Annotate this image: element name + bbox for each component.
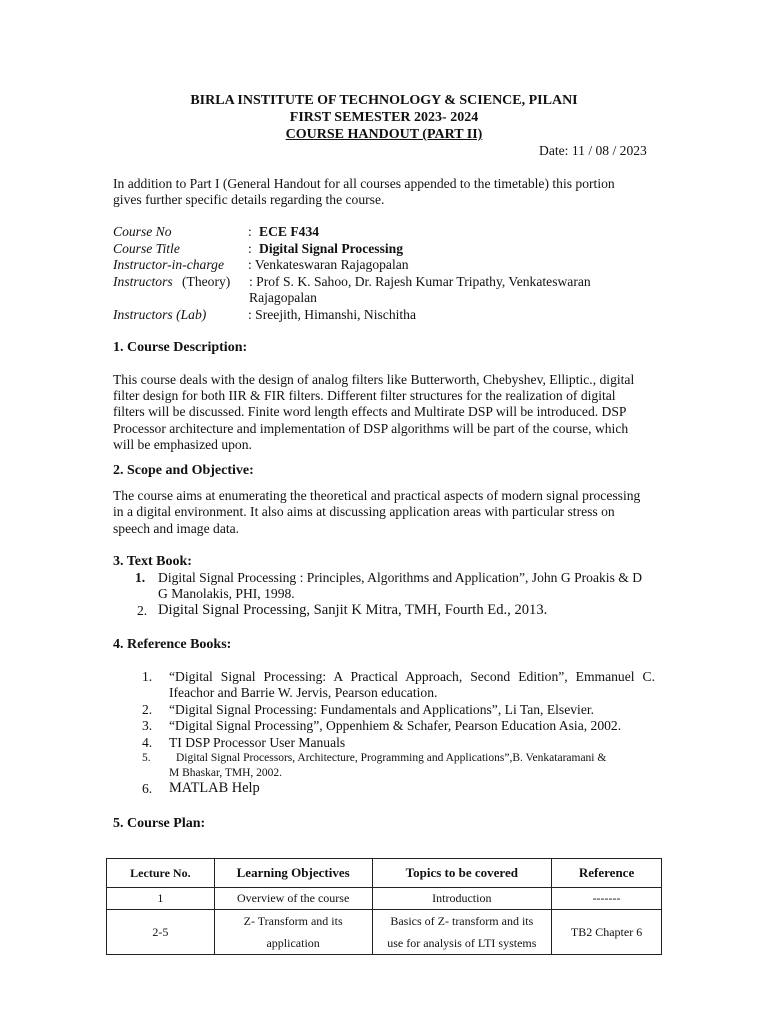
course-plan-heading: 5. Course Plan: (113, 816, 206, 831)
textbook-1-line-2: G Manolakis, PHI, 1998. (158, 586, 295, 601)
row-2-objective-line-2: application (266, 936, 320, 950)
row-1-topics: Introduction (372, 888, 552, 910)
description-line-2: filter design for both IIR & FIR filters. Different filter structures for the realization of digital (113, 388, 616, 403)
scope-heading: 2. Scope and Objective: (113, 463, 254, 478)
handout-date: Date: 11 / 08 / 2023 (539, 143, 647, 158)
row-1-reference: ------- (552, 888, 662, 910)
course-title-colon: : (248, 241, 252, 256)
scope-line-3: speech and image data. (113, 521, 240, 536)
description-heading: 1. Course Description: (113, 340, 248, 355)
reference-number-6: 6. (142, 781, 153, 796)
course-no-colon: : (248, 224, 252, 239)
reference-2-line-1: “Digital Signal Processing: Fundamentals and Applications”, Li Tan, Elsevier. (169, 702, 595, 717)
instructors-value-line-2: Rajagopalan (249, 290, 317, 305)
row-2-objective (214, 910, 372, 955)
description-line-4: Processor architecture and implementation of DSP algorithms will be part of the course, which (113, 421, 629, 436)
row-2-topics (372, 910, 552, 955)
textbook-1-line-1: Digital Signal Processing : Principles, Algorithms and Application”, John G Proakis & D (158, 570, 643, 585)
course-plan-table (106, 858, 662, 955)
row-2-objective-line-1: Z- Transform and its (243, 914, 343, 928)
reference-4-line-1: TI DSP Processor User Manuals (169, 735, 346, 750)
reference-number-1: 1. (142, 669, 153, 684)
semester-title: FIRST SEMESTER 2023- 2024 (289, 110, 479, 125)
textbook-number-2: 2. (137, 603, 148, 618)
scope-line-1: The course aims at enumerating the theoretical and practical aspects of modern signal processing (113, 488, 641, 503)
reference-number-4: 4. (142, 735, 153, 750)
reference-number-5: 5. (142, 752, 151, 764)
handout-title: COURSE HANDOUT (PART II) (285, 127, 483, 142)
lab-value: : Sreejith, Himanshi, Nischitha (248, 307, 417, 322)
header-learning-objectives: Learning Objectives (214, 859, 372, 888)
textbook-heading: 3. Text Book: (113, 554, 192, 569)
intro-line-2: gives further specific details regarding the course. (113, 192, 385, 207)
institute-title: BIRLA INSTITUTE OF TECHNOLOGY & SCIENCE, PILANI (190, 93, 578, 108)
description-line-1: This course deals with the design of analog filters like Butterworth, Chebyshev, Elliptic., digital (113, 372, 635, 387)
reference-3-line-1: “Digital Signal Processing”, Oppenhiem & Schafer, Pearson Education Asia, 2002. (169, 718, 622, 733)
row-1-lecture: 1 (107, 888, 215, 910)
course-no-label: Course No (113, 224, 172, 239)
lab-label: Instructors (Lab) (113, 307, 207, 322)
instructors-theory-label: (Theory) (182, 274, 231, 289)
row-2-topics-line-2: use for analysis of LTI systems (387, 936, 537, 950)
table-header-row (107, 859, 662, 888)
reference-5-line-2: M Bhaskar, TMH, 2002. (169, 767, 283, 779)
row-2-topics-line-1: Basics of Z- transform and its (390, 914, 534, 928)
row-2-lecture: 2-5 (107, 910, 215, 955)
reference-number-2: 2. (142, 702, 153, 717)
instructors-label: Instructors (113, 274, 173, 289)
reference-1-line-2: Ifeachor and Barrie W. Jervis, Pearson education. (169, 685, 438, 700)
row-1-objective: Overview of the course (214, 888, 372, 910)
description-line-3: filters will be discussed. Finite word length effects and Multirate DSP will be introduced. DSP (113, 404, 627, 419)
incharge-label: Instructor-in-charge (113, 257, 224, 272)
textbook-number-1: 1. (135, 570, 146, 585)
table-row (107, 910, 662, 955)
course-title-label: Course Title (113, 241, 180, 256)
reference-1-line-1: “Digital Signal Processing: A Practical Approach, Second Edition”, Emmanuel C. (169, 669, 655, 684)
course-title-value: Digital Signal Processing (259, 241, 404, 256)
reference-6-line-1: MATLAB Help (169, 780, 260, 796)
reference-number-3: 3. (142, 718, 153, 733)
instructors-value-line-1: : Prof S. K. Sahoo, Dr. Rajesh Kumar Tripathy, Venkateswaran (249, 274, 591, 289)
intro-line-1: In addition to Part I (General Handout for all courses appended to the timetable) this portion (113, 176, 615, 191)
incharge-value: : Venkateswaran Rajagopalan (248, 257, 409, 272)
header-lecture-no: Lecture No. (107, 859, 215, 888)
scope-line-2: in a digital environment. It also aims at discussing application areas with particular stress on (113, 504, 615, 519)
header-topics: Topics to be covered (372, 859, 552, 888)
row-2-reference: TB2 Chapter 6 (552, 910, 662, 955)
table-row (107, 888, 662, 910)
course-no-value: ECE F434 (259, 224, 320, 239)
reference-5-line-1: Digital Signal Processors, Architecture, Programming and Applications”,B. Venkataramani & (176, 752, 607, 764)
textbook-2-line-1: Digital Signal Processing, Sanjit K Mitra, TMH, Fourth Ed., 2013. (158, 602, 548, 618)
reference-heading: 4. Reference Books: (113, 637, 232, 652)
description-line-5: will be emphasized upon. (113, 437, 252, 452)
header-reference: Reference (552, 859, 662, 888)
